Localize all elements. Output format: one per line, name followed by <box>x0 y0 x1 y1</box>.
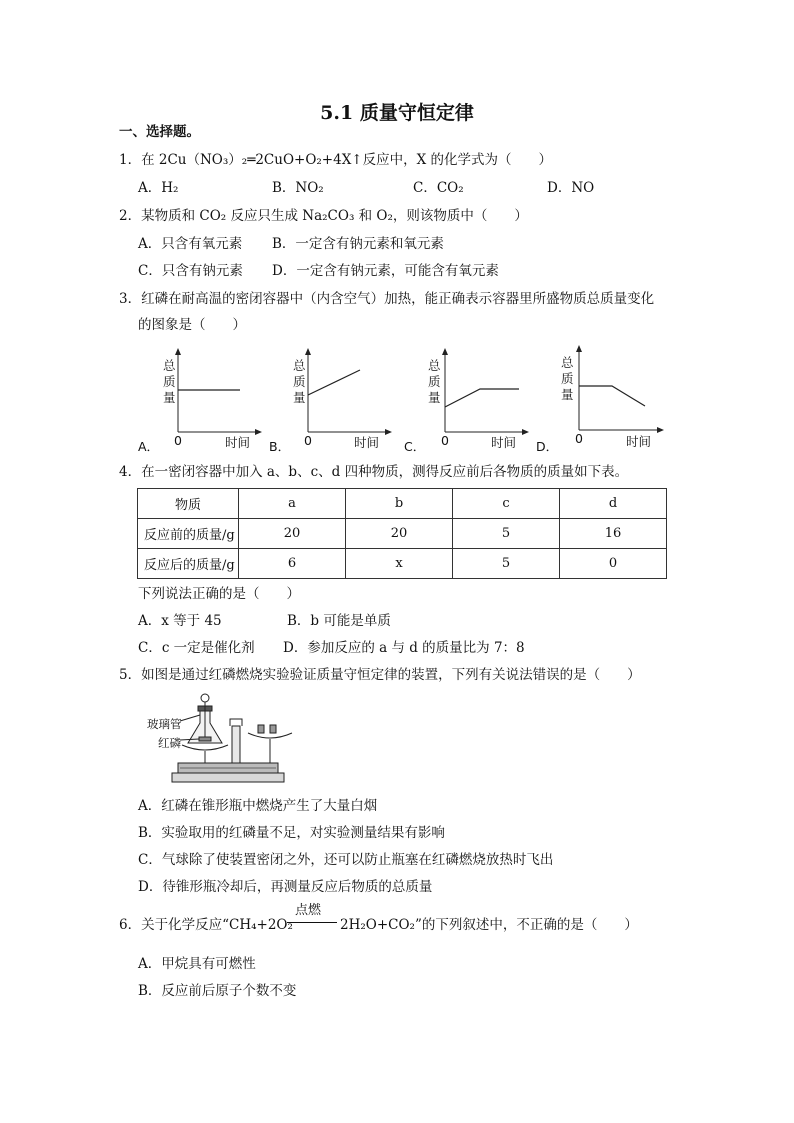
table-header-cell: 物质 <box>138 489 239 519</box>
question-6-stem-prefix: 6．关于化学反应“CH₄+2O₂ <box>119 917 293 933</box>
question-1-option-c: C．CO₂ <box>413 180 464 196</box>
graph-a-x-arrow <box>255 429 262 435</box>
graph-d-xlabel: 时间 <box>626 434 652 449</box>
table-header-cell: d <box>560 489 667 519</box>
graph-d-ylabel-1: 总 <box>561 355 574 370</box>
graph-c-curve <box>445 389 519 407</box>
question-2-option-b: B．一定含有钠元素和氧元素 <box>272 236 444 252</box>
graph-b-curve <box>308 370 360 395</box>
reaction-arrow-line <box>287 922 337 923</box>
graph-b-ylabel-2: 质 <box>293 374 306 389</box>
graph-b <box>269 348 392 454</box>
graph-b-x-arrow <box>385 429 392 435</box>
table-header-cell: b <box>346 489 453 519</box>
question-6-option-a: A．甲烷具有可燃性 <box>138 956 256 972</box>
graph-d-origin: 0 <box>575 431 583 446</box>
table-cell: x <box>346 549 453 579</box>
red-phosphorus-sample <box>199 737 211 741</box>
graph-c-option-label: C． <box>404 439 426 454</box>
figure-label-red-phosphorus: 红磷 <box>158 736 181 750</box>
graph-b-ylabel-3: 量 <box>293 390 306 405</box>
graph-d-option-label: D． <box>536 439 559 454</box>
table-cell: 20 <box>346 519 453 549</box>
question-3-graphs <box>0 340 794 470</box>
graph-a-ylabel-2: 质 <box>163 374 176 389</box>
figure-label-glass-tube: 玻璃管 <box>147 717 182 731</box>
graph-b-origin: 0 <box>304 433 312 448</box>
question-4-option-b: B．b 可能是单质 <box>287 613 391 629</box>
balance-base <box>172 773 284 782</box>
question-2-option-a: A．只含有氧元素 <box>138 236 243 252</box>
graph-c-ylabel-2: 质 <box>428 374 441 389</box>
graph-d-x-arrow <box>657 427 664 433</box>
mass-table <box>137 488 667 579</box>
graph-c-y-arrow <box>442 348 448 355</box>
graph-c-x-arrow <box>522 429 529 435</box>
right-pan <box>248 733 292 738</box>
graph-a-y-arrow <box>175 348 181 355</box>
graph-b-option-label: B． <box>269 439 291 454</box>
table-header-cell: c <box>453 489 560 519</box>
question-5-option-d: D．待锥形瓶冷却后，再测量反应后物质的总质量 <box>138 879 433 895</box>
left-pan <box>182 745 228 750</box>
graph-c <box>404 348 529 454</box>
table-header-row <box>138 489 667 519</box>
graph-d-y-arrow <box>576 345 582 352</box>
table-header-cell: a <box>239 489 346 519</box>
page-title: 5.1 质量守恒定律 <box>320 102 474 124</box>
question-1-option-a: A．H₂ <box>138 180 179 196</box>
question-5-option-a: A．红磷在锥形瓶中燃烧产生了大量白烟 <box>138 798 378 814</box>
balloon <box>201 694 209 702</box>
question-2-option-c: C．只含有钠元素 <box>138 263 243 279</box>
balance-pointer-head <box>230 719 242 726</box>
question-6-stem-suffix: 2H₂O+CO₂”的下列叙述中，不正确的是（ ） <box>340 917 638 933</box>
table-cell: 5 <box>453 519 560 549</box>
graph-d-ylabel-3: 量 <box>561 387 574 402</box>
question-1-option-d: D．NO <box>547 180 595 196</box>
glass-tube-leader <box>180 715 200 721</box>
graph-a-xlabel: 时间 <box>225 435 251 450</box>
balance-center-post <box>232 726 240 763</box>
question-1-option-b: B．NO₂ <box>272 180 324 196</box>
graph-d-ylabel-2: 质 <box>561 371 574 386</box>
graph-c-ylabel-1: 总 <box>428 358 441 373</box>
graph-d-curve <box>579 386 645 406</box>
table-cell: 6 <box>239 549 346 579</box>
graph-a-option-label: A． <box>138 439 160 454</box>
graph-b-y-arrow <box>305 348 311 355</box>
graph-c-xlabel: 时间 <box>491 435 517 450</box>
question-4-option-a: A．x 等于 45 <box>138 613 222 629</box>
table-cell: 0 <box>560 549 667 579</box>
graph-a <box>138 348 262 454</box>
question-6-option-b: B．反应前后原子个数不变 <box>138 983 297 999</box>
table-cell: 反应后的质量/g <box>138 549 239 579</box>
table-cell: 反应前的质量/g <box>138 519 239 549</box>
graph-a-ylabel-3: 量 <box>163 390 176 405</box>
question-4-followup: 下列说法正确的是（ ） <box>138 586 300 602</box>
weight-1 <box>258 725 264 733</box>
question-4-stem: 4．在一密闭容器中加入 a、b、c、d 四种物质，测得反应前后各物质的质量如下表。 <box>119 464 629 480</box>
question-5-stem: 5．如图是通过红磷燃烧实验验证质量守恒定律的装置，下列有关说法错误的是（ ） <box>119 667 641 683</box>
section-heading: 一、选择题。 <box>119 124 200 140</box>
table-cell: 20 <box>239 519 346 549</box>
graph-d <box>536 345 664 454</box>
graph-b-xlabel: 时间 <box>354 435 380 450</box>
question-2-stem: 2．某物质和 CO₂ 反应只生成 Na₂CO₃ 和 O₂，则该物质中（ ） <box>119 208 528 224</box>
question-2-option-d: D．一定含有钠元素，可能含有氧元素 <box>272 263 499 279</box>
question-3-stem-line-1: 3．红磷在耐高温的密闭容器中（内含空气）加热，能正确表示容器里所盛物质总质量变化 <box>119 291 655 307</box>
table-row <box>138 549 667 579</box>
question-4-option-c: C．c 一定是催化剂 <box>138 640 255 656</box>
graph-b-ylabel-1: 总 <box>293 358 306 373</box>
question-5-option-c: C．气球除了使装置密闭之外，还可以防止瓶塞在红磷燃烧放热时飞出 <box>138 852 554 868</box>
weight-2 <box>270 725 276 733</box>
graph-a-ylabel-1: 总 <box>163 358 176 373</box>
question-4-option-d: D．参加反应的 a 与 d 的质量比为 7：8 <box>283 640 525 656</box>
reaction-condition: 点燃 <box>295 903 322 918</box>
graph-a-origin: 0 <box>174 433 182 448</box>
table-row <box>138 519 667 549</box>
graph-c-origin: 0 <box>441 433 449 448</box>
graph-c-ylabel-3: 量 <box>428 390 441 405</box>
table-cell: 5 <box>453 549 560 579</box>
table-cell: 16 <box>560 519 667 549</box>
question-1-stem: 1．在 2Cu（NO₃）₂═2CuO+O₂+4X↑反应中，X 的化学式为（ ） <box>119 152 553 168</box>
question-5-option-b: B．实验取用的红磷量不足，对实验测量结果有影响 <box>138 825 445 841</box>
question-3-stem-line-2: 的图象是（ ） <box>138 317 246 333</box>
